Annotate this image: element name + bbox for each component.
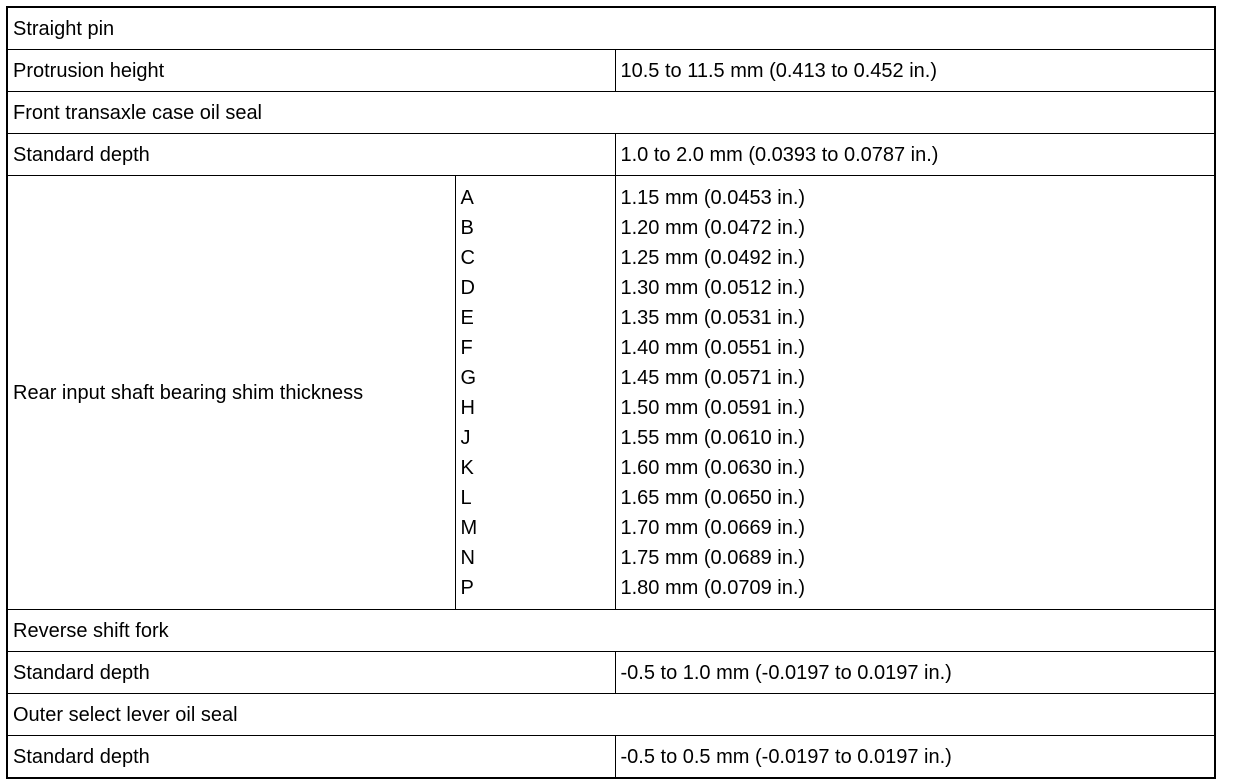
shim-mark: A: [460, 187, 474, 209]
shim-value-list: [615, 176, 1215, 610]
shim-value: 1.70 mm (0.0669 in.): [620, 517, 806, 539]
section-title-row: [7, 92, 1215, 134]
shim-mark: E: [460, 307, 474, 329]
spec-label: Standard depth: [7, 134, 615, 176]
shim-value: 1.65 mm (0.0650 in.): [620, 487, 806, 509]
spec-value: -0.5 to 0.5 mm (-0.0197 to 0.0197 in.): [615, 736, 1215, 779]
shim-value: 1.40 mm (0.0551 in.): [620, 337, 806, 359]
shim-mark: C: [460, 247, 475, 269]
shim-mark: L: [460, 487, 472, 509]
shim-value: 1.55 mm (0.0610 in.): [620, 427, 806, 449]
shim-value: 1.60 mm (0.0630 in.): [620, 457, 806, 479]
shim-value: 1.50 mm (0.0591 in.): [620, 397, 806, 419]
shim-value: 1.75 mm (0.0689 in.): [620, 547, 806, 569]
shim-value: 1.15 mm (0.0453 in.): [620, 187, 806, 209]
spec-row: [7, 50, 1215, 92]
shim-mark: K: [460, 457, 474, 479]
shim-mark: J: [460, 427, 471, 449]
section-title-row: [7, 610, 1215, 652]
shim-value: 1.35 mm (0.0531 in.): [620, 307, 806, 329]
shim-mark: F: [460, 337, 473, 359]
section-title: Reverse shift fork: [7, 610, 1215, 652]
section-title-row: [7, 694, 1215, 736]
section-title-row: [7, 7, 1215, 50]
spec-value: 1.0 to 2.0 mm (0.0393 to 0.0787 in.): [615, 134, 1215, 176]
section-title: Outer select lever oil seal: [7, 694, 1215, 736]
shim-mark: M: [460, 517, 478, 539]
spec-value: 10.5 to 11.5 mm (0.413 to 0.452 in.): [615, 50, 1215, 92]
shim-value: 1.20 mm (0.0472 in.): [620, 217, 806, 239]
shim-value: 1.45 mm (0.0571 in.): [620, 367, 806, 389]
shim-value: 1.80 mm (0.0709 in.): [620, 577, 806, 599]
shim-mark-list: [455, 176, 615, 610]
spec-value: -0.5 to 1.0 mm (-0.0197 to 0.0197 in.): [615, 652, 1215, 694]
shim-mark: B: [460, 217, 474, 239]
shim-row: [7, 176, 1215, 610]
spec-row: [7, 134, 1215, 176]
spec-table-body: [7, 7, 1215, 778]
spec-label: Standard depth: [7, 652, 615, 694]
section-title: Straight pin: [7, 7, 1215, 50]
shim-value: 1.30 mm (0.0512 in.): [620, 277, 806, 299]
shim-mark: N: [460, 547, 475, 569]
spec-label: Protrusion height: [7, 50, 615, 92]
shim-mark: H: [460, 397, 475, 419]
shim-mark: P: [460, 577, 474, 599]
shim-mark: D: [460, 277, 475, 299]
section-title: Front transaxle case oil seal: [7, 92, 1215, 134]
spec-label: Standard depth: [7, 736, 615, 779]
shim-label: Rear input shaft bearing shim thickness: [7, 176, 455, 610]
spec-table: [6, 6, 1216, 779]
shim-mark: G: [460, 367, 477, 389]
shim-value: 1.25 mm (0.0492 in.): [620, 247, 806, 269]
spec-row: [7, 652, 1215, 694]
spec-row: [7, 736, 1215, 779]
